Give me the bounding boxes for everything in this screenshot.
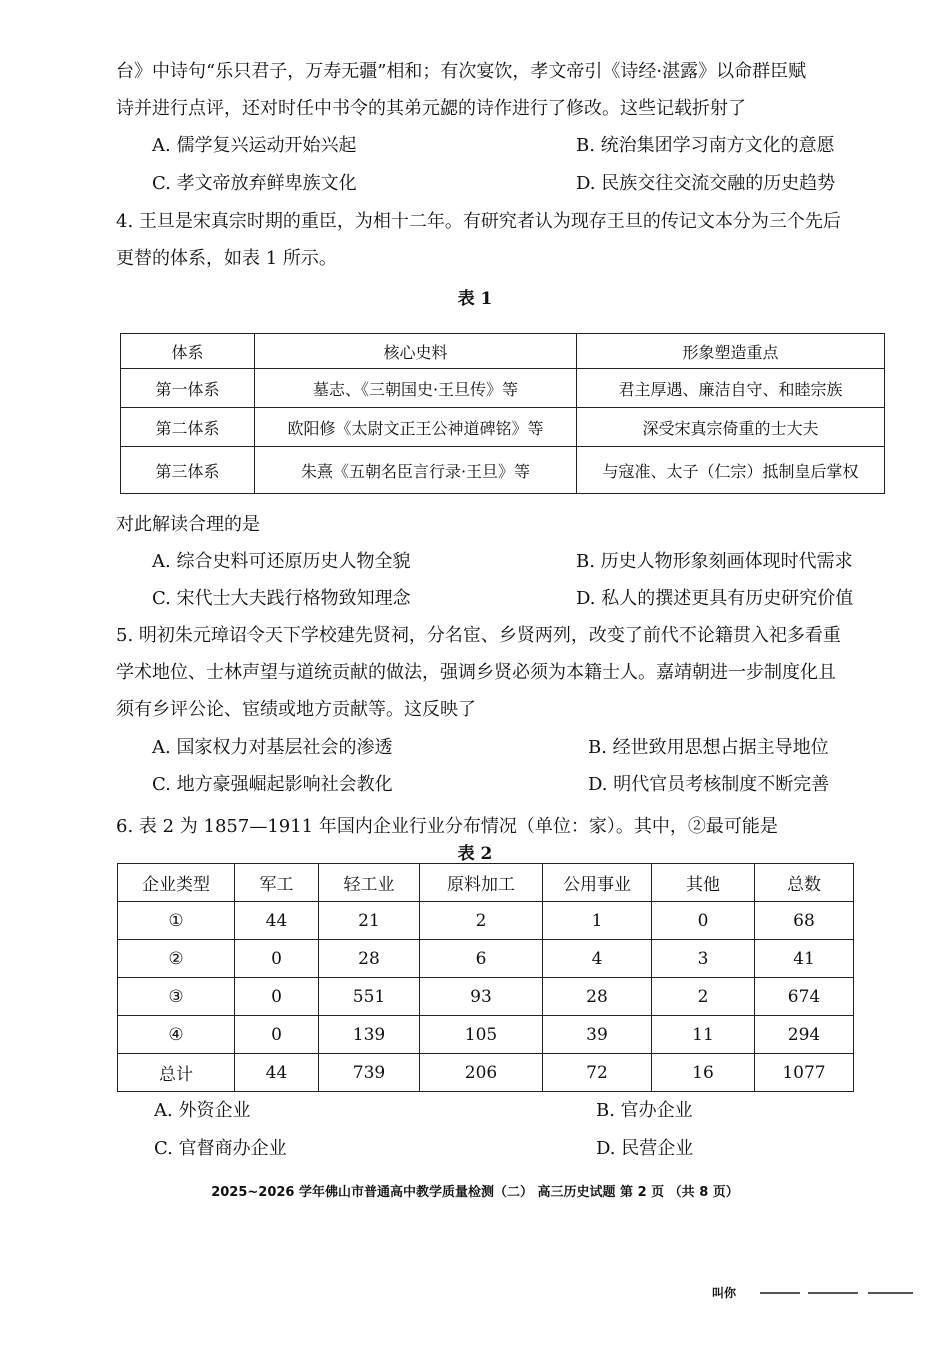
table-2-cell: 206	[420, 1054, 543, 1092]
table-2-cell: 68	[755, 902, 854, 940]
table-2-cell: 28	[319, 940, 420, 978]
table-2-cell: 16	[652, 1054, 755, 1092]
q5-stem-line-2: 学术地位、士林声望与道统贡献的做法，强调乡贤必须为本籍士人。嘉靖朝进一步制度化且	[116, 662, 836, 683]
table-1-cell: 第三体系	[121, 447, 255, 494]
table-2-cell: 44	[235, 1054, 319, 1092]
q3-option-c: C. 孝文帝放弃鲜卑族文化	[152, 173, 357, 194]
table-2-cell: 41	[755, 940, 854, 978]
table-2-cell: 93	[420, 978, 543, 1016]
table-2-header-cell: 总数	[755, 864, 854, 902]
table-2-cell: 2	[652, 978, 755, 1016]
smudge-mark	[808, 1292, 858, 1294]
q5-option-c: C. 地方豪强崛起影响社会教化	[152, 774, 393, 795]
table-2-cell: 0	[235, 1016, 319, 1054]
table-2-cell: 3	[652, 940, 755, 978]
table-1-row	[121, 447, 885, 494]
table-1-cell: 与寇准、太子（仁宗）抵制皇后掌权	[577, 447, 885, 494]
table-2-row	[118, 1016, 854, 1054]
table-2-cell: 0	[235, 940, 319, 978]
table-2-cell: 551	[319, 978, 420, 1016]
table-2-cell: 674	[755, 978, 854, 1016]
table-2-cell: 294	[755, 1016, 854, 1054]
table-2-cell: 11	[652, 1016, 755, 1054]
table-1-header-cell: 形象塑造重点	[577, 334, 885, 369]
table-1-cell: 墓志、《三朝国史·王旦传》等	[255, 369, 577, 408]
table-2-row	[118, 940, 854, 978]
table-2-cell: 0	[652, 902, 755, 940]
q5-option-d: D. 明代官员考核制度不断完善	[588, 774, 830, 795]
q5-stem-line-1: 5. 明初朱元璋诏令天下学校建先贤祠，分名宦、乡贤两列，改变了前代不论籍贯入祀多看重	[116, 625, 841, 646]
table-1-cell: 欧阳修《太尉文正王公神道碑铭》等	[255, 408, 577, 447]
table-2-cell: 105	[420, 1016, 543, 1054]
table-1-cell: 第二体系	[121, 408, 255, 447]
q3-option-b: B. 统治集团学习南方文化的意愿	[576, 135, 835, 156]
q3-stem-line-2: 诗并进行点评，还对时任中书令的其弟元勰的诗作进行了修改。这些记载折射了	[116, 98, 746, 119]
table-2-cell: ④	[118, 1016, 235, 1054]
table-1-cell: 君主厚遇、廉洁自守、和睦宗族	[577, 369, 885, 408]
q3-stem-line-1: 台》中诗句“乐只君子，万寿无疆”相和；有次宴饮，孝文帝引《诗经·湛露》以命群臣赋	[116, 61, 807, 82]
table-2	[117, 863, 854, 1092]
table-2-cell: 4	[543, 940, 652, 978]
table-2-row	[118, 902, 854, 940]
table-2-header-cell: 轻工业	[319, 864, 420, 902]
table-1-header-cell: 核心史料	[255, 334, 577, 369]
table-1-cell: 深受宋真宗倚重的士大夫	[577, 408, 885, 447]
q6-option-c: C. 官督商办企业	[154, 1138, 287, 1159]
table-2-row	[118, 978, 854, 1016]
q6-stem-line-1: 6. 表 2 为 1857—1911 年国内企业行业分布情况（单位：家）。其中，②最可能是	[116, 816, 778, 837]
q3-option-a: A. 儒学复兴运动开始兴起	[152, 135, 357, 156]
table-2-cell: ②	[118, 940, 235, 978]
q4-stem-line-1: 4. 王旦是宋真宗时期的重臣，为相十二年。有研究者认为现存王旦的传记文本分为三个先后	[116, 211, 841, 232]
table-2-header-cell: 原料加工	[420, 864, 543, 902]
table-1-row	[121, 369, 885, 408]
smudge-mark	[760, 1292, 800, 1294]
q4-prompt: 对此解读合理的是	[116, 514, 260, 535]
table-2-cell: 739	[319, 1054, 420, 1092]
table-2-header-cell: 企业类型	[118, 864, 235, 902]
table-1-cell: 朱熹《五朝名臣言行录·王旦》等	[255, 447, 577, 494]
q3-option-d: D. 民族交往交流交融的历史趋势	[576, 173, 836, 194]
table-2-cell: 2	[420, 902, 543, 940]
table-2-header-row	[118, 864, 854, 902]
q4-option-c: C. 宋代士大夫践行格物致知理念	[152, 588, 411, 609]
table-2-total-row	[118, 1054, 854, 1092]
table-2-header-cell: 军工	[235, 864, 319, 902]
q5-option-a: A. 国家权力对基层社会的渗透	[152, 737, 393, 758]
table-2-cell: 0	[235, 978, 319, 1016]
q6-option-b: B. 官办企业	[596, 1100, 693, 1121]
table-2-cell: 39	[543, 1016, 652, 1054]
table-1	[120, 333, 885, 494]
table-2-header-cell: 其他	[652, 864, 755, 902]
table-2-cell: 21	[319, 902, 420, 940]
q5-option-b: B. 经世致用思想占据主导地位	[588, 737, 829, 758]
table-2-cell: 44	[235, 902, 319, 940]
table-2-cell: ①	[118, 902, 235, 940]
q6-option-a: A. 外资企业	[154, 1100, 251, 1121]
table-1-cell: 第一体系	[121, 369, 255, 408]
table-1-caption: 表 1	[457, 289, 493, 309]
table-2-cell: 139	[319, 1016, 420, 1054]
table-1-header-cell: 体系	[121, 334, 255, 369]
table-2-cell: 72	[543, 1054, 652, 1092]
q5-stem-line-3: 须有乡评公论、宦绩或地方贡献等。这反映了	[116, 699, 476, 720]
table-2-cell: ③	[118, 978, 235, 1016]
page-footer: 2025~2026 学年佛山市普通高中教学质量检测（二） 高三历史试题 第 2 页 （共 8 页）	[211, 1185, 739, 1200]
table-2-cell: 6	[420, 940, 543, 978]
q4-option-b: B. 历史人物形象刻画体现时代需求	[576, 551, 853, 572]
table-1-header-row	[121, 334, 885, 369]
table-2-cell: 总计	[118, 1054, 235, 1092]
table-2-caption: 表 2	[457, 844, 493, 864]
table-2-header-cell: 公用事业	[543, 864, 652, 902]
table-1-row	[121, 408, 885, 447]
q6-option-d: D. 民营企业	[596, 1138, 694, 1159]
q4-stem-line-2: 更替的体系，如表 1 所示。	[116, 248, 337, 269]
q4-option-a: A. 综合史料可还原历史人物全貌	[152, 551, 411, 572]
q4-option-d: D. 私人的撰述更具有历史研究价值	[576, 588, 854, 609]
corner-watermark: 叫你	[712, 1286, 737, 1300]
table-2-cell: 28	[543, 978, 652, 1016]
smudge-mark	[868, 1292, 913, 1294]
table-2-cell: 1	[543, 902, 652, 940]
table-2-cell: 1077	[755, 1054, 854, 1092]
